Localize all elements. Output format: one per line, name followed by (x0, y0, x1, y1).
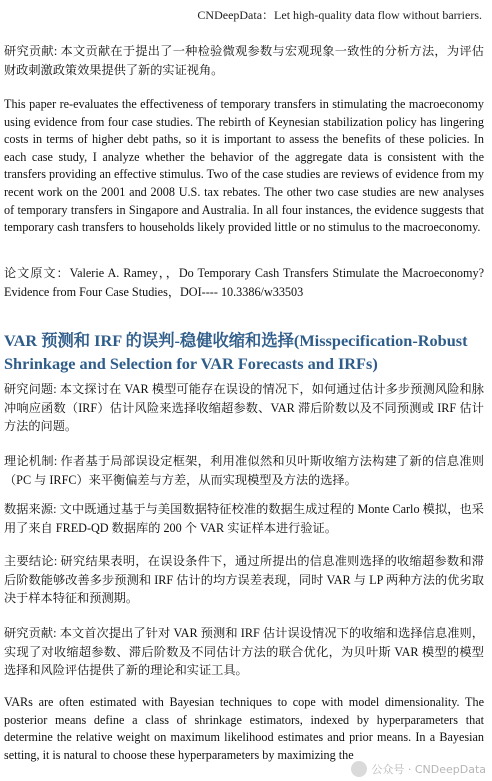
english-abstract-paragraph-2: VARs are often estimated with Bayesian techniques to cope with model dimensionality. The posterior means define a class of shrinkage estimators, indexed by hyperparameters that determine the relative weight on maximum likelihood estimates and prior means. In a Bayesian setting, it is natural to choose these hyperparameters by maximizing the (4, 695, 484, 762)
watermark-text: 公众号 · CNDeepData (371, 763, 486, 776)
research-contribution-paragraph-2: 研究贡献: 本文首次提出了针对 VAR 预测和 IRF 估计误设情况下的收缩和选择信息准则，实现了对收缩超参数、滞后阶数及不同估计方法的联合优化，为贝叶斯 VAR 模型的模型选择和风险评估提供了新的理论和实证工具。 (4, 626, 484, 677)
page-header: CNDeepData：Let high-quality data flow without barriers. (197, 8, 482, 22)
theoretical-mechanism-paragraph: 理论机制: 作者基于局部误设定框架，利用准似然和贝叶斯收缩方法构建了新的信息准则（PC 与 IRFC）来平衡偏差与方差，从而实现模型及方法的选择。 (4, 454, 484, 487)
research-contribution-paragraph: 研究贡献: 本文贡献在于提出了一种检验微观参数与宏观现象一致性的分析方法，为评估财政刺激政策效果提供了新的实证视角。 (4, 44, 484, 77)
section-title: VAR 预测和 IRF 的误判-稳健收缩和选择(Misspecification-Robust Shrinkage and Selection for VAR Forecasts and IRFs) (4, 331, 468, 373)
main-findings-paragraph: 主要结论: 研究结果表明，在误设条件下，通过所提出的信息准则选择的收缩超参数和滞后阶数能够改善多步预测和 IRF 估计的均方误差表现，同时 VAR 与 LP 两种方法的优劣取决于样本特征和预测期。 (4, 554, 484, 605)
english-abstract-paragraph: This paper re-evaluates the effectiveness of temporary transfers in stimulating the macroeconomy using evidence from four case studies. The rebirth of Keynesian stabilization policy has lingering costs in terms of higher debt paths, so it is important to assess the benefits of these policies. In each case study, I analyze whether the behavior of the aggregate data is consistent with the transfers providing an effective stimulus. Two of the case studies are reviews of evidence from my recent work on the 2001 and 2008 U.S. tax rebates. The other two case studies are new analyses of temporary transfers in Singapore and Australia. In all four instances, the evidence suggests that temporary cash transfers to households likely provided little or no stimulus to the macroeconomy. (4, 97, 484, 235)
original-paper-citation: 论文原文：Valerie A. Ramey，，Do Temporary Cash Transfers Stimulate the Macroeconomy? Evidence from Four Case Studies，DOI---- 10.3386/w33503 (4, 266, 484, 299)
data-source-paragraph: 数据来源: 文中既通过基于与美国数据特征校准的数据生成过程的 Monte Carlo 模拟，也采用了来自 FRED-QD 数据库的 200 个 VAR 实证样本进行验证。 (4, 502, 484, 535)
research-question-paragraph: 研究问题: 本文探讨在 VAR 模型可能存在误设的情况下，如何通过估计多步预测风险和脉冲响应函数（IRF）估计风险来选择收缩超参数、VAR 滞后阶数以及不同预测或 IRF 估计方法的问题。 (4, 382, 484, 433)
